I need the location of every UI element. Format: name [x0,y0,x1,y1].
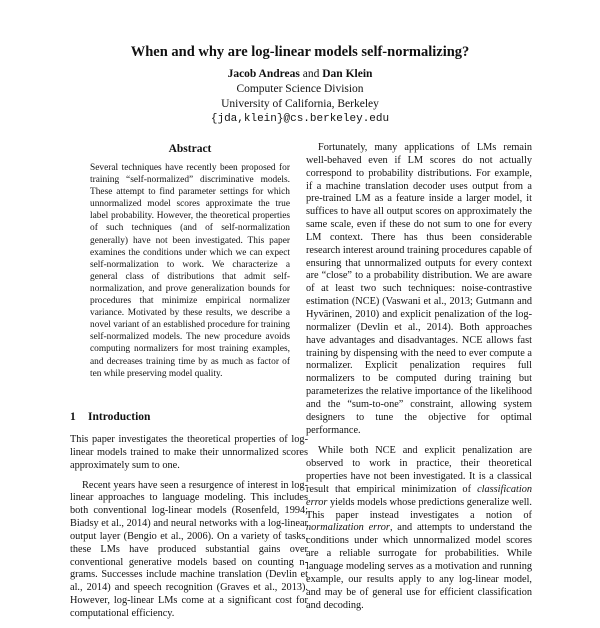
right-paragraph-2 [306,445,532,612]
author-conjunction: and [302,68,320,80]
section-number: 1 [70,411,76,423]
right-paragraph-1: Fortunately, many applications of LMs remain well-behaved even if LM scores do not actually correspond to probability distributions. For example, if a machine translation decoder uses output from a pre-trained LM as a feature inside a larger model, it suffices to have all output scores on approximately the same scale, even if these do not sum to one for every LM context. There has thus been considerable research interest around training procedures capable of ensuring that unnormalized outputs for every context are “close” to a probability distribution. We are aware of at least two such techniques: noise-contrastive estimation (NCE) (Vaswani et al., 2013; Gutmann and Hyvärinen, 2010) and explicit penalization of the log-normalizer (Devlin et al., 2014). Both approaches have advantages and disadvantages. NCE allows fast training by dispensing with the need to ever compute a normalizer. Explicit penalization requires full normalizers to be computed during training but parameterizes the relative importance of the likelihood and the “sum-to-one” constraint, allowing system designers to tune the objective for optimal performance. [306,142,532,436]
right-paragraph-2-part-a: While both NCE and explicit penalization are observed to work in practice, their theoretical properties have not been investigated. It is a classical result that empirical minimization of [306,445,532,495]
intro-paragraph-1: This paper investigates the theoretical properties of log-linear models trained to make their unnormalized scores approximately sum to one. [70,434,308,471]
author-department: Computer Science Division [236,83,364,95]
section-heading-introduction [70,411,310,423]
author-name-2: Dan Klein [322,68,373,80]
author-email: {jda,klein}@cs.berkeley.edu [210,113,390,125]
emphasis-classification-error: classification error [306,483,532,508]
right-column-body [306,142,532,620]
abstract-text: Several techniques have recently been proposed for training “self-normalized” discriminative models. These attempt to find parameter settings for which unnormalized model scores approximate the true label probability. However, the theoretical properties of such techniques (and of self-normalization generally) have not been investigated. This paper examines the conditions under which we can expect self-normalization to work. We characterize a general class of distributions that admit self-normalization, and prove generalization bounds for procedures that minimize empirical normalizer variance. Motivated by these results, we describe a novel variant of an established procedure for training self-normalized models. The new procedure avoids computing normalizers for most training examples, and decreases training time by as much as factor of ten while preserving model quality. [90,163,290,379]
emphasis-normalization-error: normalization error [306,522,390,534]
author-names [0,67,600,82]
author-block [0,67,600,127]
right-paragraph-2-part-b: yields models whose predictions generalize well. This paper instead investigates a notion of [306,496,532,521]
paper-title: When and why are log-linear models self-normalizing? [130,44,470,60]
author-university: University of California, Berkeley [221,98,379,110]
section-title: Introduction [88,411,151,423]
right-paragraph-2-part-c: , and attempts to understand the conditions under which unnormalized model scores are a reliable surrogate for probabilities. While language modeling serves as a motivation and running example, our results apply to any log-linear model, and may be of general use for efficient classification and decoding. [306,522,532,611]
author-name-1: Jacob Andreas [227,68,300,80]
intro-paragraph-2: Recent years have seen a resurgence of interest in log-linear approaches to language modeling. This includes both conventional log-linear models (Rosenfeld, 1994; Biadsy et al., 2014) and neural networks with a log-linear output layer (Bengio et al., 2006). On a variety of tasks, these LMs have produced substantial gains over conventional generative models based on counting n-grams. Successes include machine translation (Devlin et al., 2014) and speech recognition (Graves et al., 2013). However, log-linear LMs come at a significant cost for computational efficiency. [70,479,308,619]
left-column-body [70,434,308,628]
abstract-heading: Abstract [168,143,212,155]
